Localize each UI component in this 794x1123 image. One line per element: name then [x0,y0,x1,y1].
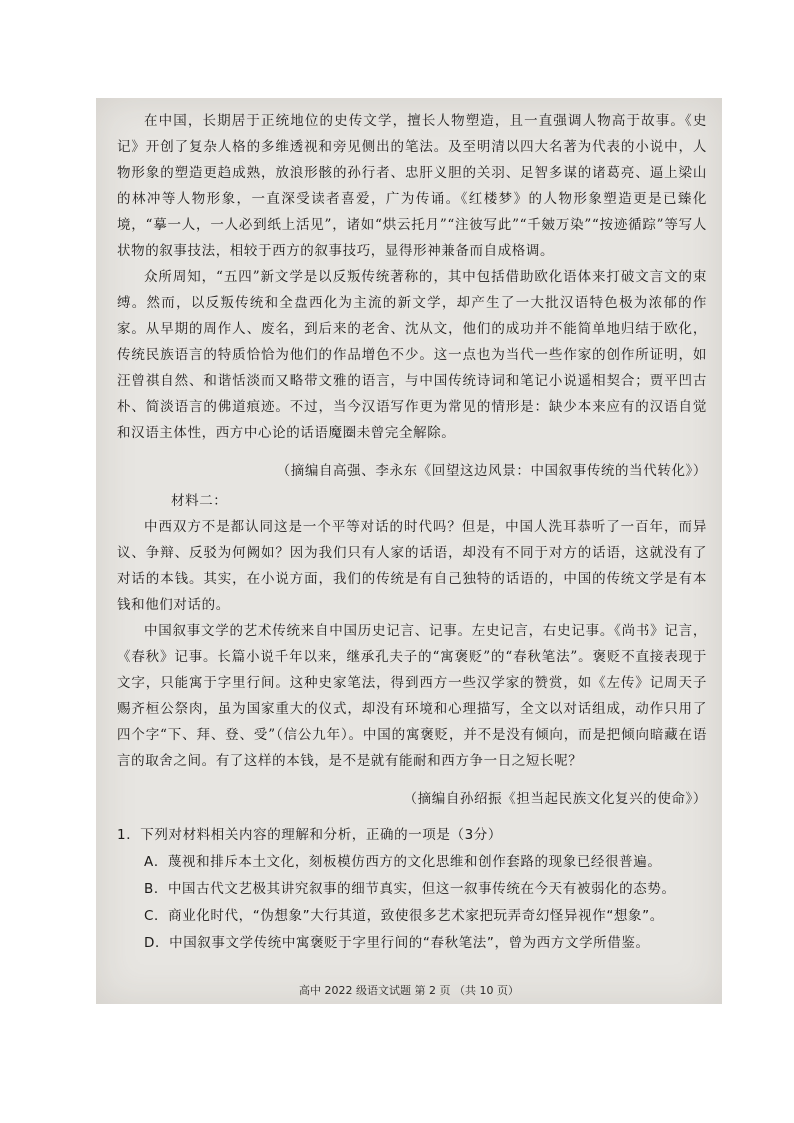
question-1-option-d: D．中国叙事文学传统中寓褒贬于字里行间的“春秋笔法”，曾为西方文学所借鉴。 [144,935,650,951]
material2-paragraph-2: 中国叙事文学的艺术传统来自中国历史记言、记事。左史记言，右史记事。《尚书》记言，《春秋》记事。长篇小说千年以来，继承孔夫子的“寓褒贬”的“春秋笔法”。褒贬不直接表现于文字，只能寓于字里行间。这种史家笔法，得到西方一些汉学家的赞赏，如《左传》记周天子赐齐桓公祭肉，虽为国家重大的仪式，却没有环境和心理描写，全文以对话组成，动作只用了四个字“下、拜、登、受”（信公九年）。中国的寓褒贬，并不是没有倾向，而是把倾向暗藏在语言的取舍之间。有了这样的本钱，是不是就有能耐和西方争一日之短长呢？ [117,623,707,769]
question-1 [117,822,707,957]
question-1-option-a: A．蔑视和排斥本土文化，刻板模仿西方的文化思维和创作套路的现象已经很普遍。 [144,854,662,870]
material2-source: （摘编自孙绍振《担当起民族文化复兴的使命》） [403,791,707,807]
material1-paragraph-2: 众所周知，“五四”新文学是以反叛传统著称的，其中包括借助欧化语体来打破文言文的束缚。然而，以反叛传统和全盘西化为主流的新文学，却产生了一大批汉语特色极为浓郁的作家。从早期的周作人、废名，到后来的老舍、沈从文，他们的成功并不能简单地归结于欧化，传统民族语言的特质恰恰为他们的作品增色不少。这一点也为当代一些作家的创作所证明，如汪曾祺自然、和谐恬淡而又略带文雅的语言，与中国传统诗词和笔记小说遥相契合；贾平凹古朴、简淡语言的佛道痕迹。不过，当今汉语写作更为常见的情形是：缺少本来应有的汉语自觉和汉语主体性，西方中心论的话语魔圈未曾完全解除。 [117,269,707,441]
question-1-stem: 1．下列对材料相关内容的理解和分析，正确的一项是（3分） [117,827,502,843]
question-1-option-c: C．商业化时代，“伪想象”大行其道，致使很多艺术家把玩弄奇幻怪异视作“想象”。 [144,908,664,924]
material1-source: （摘编自高强、李永东《回望这边风景：中国叙事传统的当代转化》） [276,463,707,479]
page-footer: 高中 2022 级语文试题 第 2 页 （共 10 页） [299,984,519,997]
material2-paragraph-1: 中西双方不是都认同这是一个平等对话的时代吗？但是，中国人洗耳恭听了一百年，而异议、争辩、反驳为何阙如？因为我们只有人家的话语，却没有不同于对方的话语，这就没有了对话的本钱。其实，在小说方面，我们的传统是有自己独特的话语的，中国的传统文学是有本钱和他们对话的。 [117,519,707,613]
material2-heading: 材料二： [171,493,228,509]
exam-page-content [117,108,707,957]
material1-paragraph-1: 在中国，长期居于正统地位的史传文学，擅长人物塑造，且一直强调人物高于故事。《史记》开创了复杂人格的多维透视和旁见侧出的笔法。及至明清以四大名著为代表的小说中，人物形象的塑造更趋成熟，放浪形骸的孙行者、忠肝义胆的关羽、足智多谋的诸葛亮、逼上梁山的林冲等人物形象，一直深受读者喜爱，广为传诵。《红楼梦》的人物形象塑造更是已臻化境，“摹一人，一人必到纸上活见”，诸如“烘云托月”“注彼写此”“千皴万染”“按迹循踪”等写人状物的叙事技法，相较于西方的叙事技巧，显得形神兼备而自成格调。 [117,113,707,259]
question-1-option-b: B．中国古代文艺极其讲究叙事的细节真实，但这一叙事传统在今天有被弱化的态势。 [144,881,676,897]
